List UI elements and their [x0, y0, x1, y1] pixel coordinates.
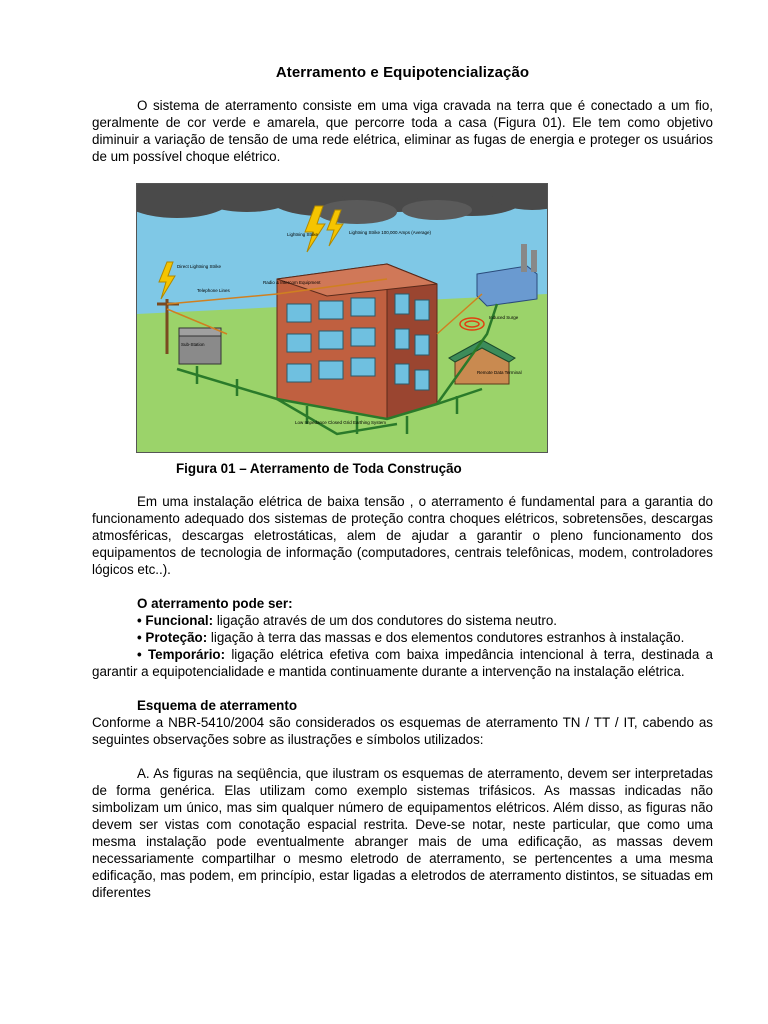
type-funcional-text: ligação através de um dos condutores do sistema neutro. — [213, 613, 557, 628]
paragraph-low-voltage: Em uma instalação elétrica de baixa tensão , o aterramento é fundamental para a garantia do funcionamento adequado dos sistemas de proteção contra choques elétricos, sobretensões, descargas atmosféricas, descargas eletrostáticas, alem de ajudar a garantir o pleno funcionamento dos equipamentos de tecnologia de informação (computadores, centrais telefônicas, modem, controladores lógicos etc..). — [92, 494, 713, 577]
type-protecao-label: • Proteção: — [137, 630, 208, 645]
grounding-illustration — [136, 183, 548, 453]
figure-caption: Figura 01 – Aterramento de Toda Construção — [176, 461, 462, 476]
type-protecao — [92, 629, 713, 646]
type-funcional-label: • Funcional: — [137, 613, 214, 628]
paragraph-a: A. As figuras na seqüência, que ilustram os esquemas de aterramento, devem ser interpretadas de forma genérica. Elas utilizam como exemplo sistemas trifásicos. As massas indicadas não simbolizam um único, mas sim qualquer número de equipamentos elétricos. Além disso, as figuras não devem ser vistas com conotação espacial restrita. Deve-se notar, neste particular, que como uma mesma instalação pode eventualmente abranger mais de uma edificação, as massas devem necessariamente compartilhar o mesmo eletrodo de aterramento, se pertencentes a uma mesma edificação, mas podem, em princípio, estar ligadas a eletrodos de aterramento distintos, se situadas em diferentes — [92, 766, 713, 900]
type-temporario-text: ligação elétrica efetiva com baixa impedância intencional à terra, destinada a garantir a equipotencialidade e mantida continuamente durante a intervenção na instalação elétrica. — [92, 647, 713, 679]
type-temporario — [92, 646, 713, 680]
label-lightning-strike-amps: Lightning Strike 100,000 Amps (Average) — [349, 230, 431, 235]
label-lightning-strike: Lightning Strike — [287, 232, 319, 237]
main-building — [277, 264, 437, 419]
label-induced-surge: Induced Surge — [489, 315, 519, 320]
label-substation: Sub-Station — [181, 342, 205, 347]
type-funcional — [92, 612, 713, 629]
intro-paragraph: O sistema de aterramento consiste em uma viga cravada na terra que é conectado a um fio, geralmente de cor verde e amarela, que percorre toda a casa (Figura 01). Ele tem como objetivo diminuir a variação de tensão de uma rede elétrica, eliminar as fugas de energia e proteger os usuários de um possível choque elétrico. — [92, 98, 713, 164]
type-protecao-text: ligação à terra das massas e dos elementos condutores estranhos à instalação. — [207, 630, 685, 645]
label-radio-intercom: Radio & Intercom Equipment — [263, 280, 321, 285]
document-page — [92, 64, 713, 901]
page-title: Aterramento e Equipotencialização — [275, 64, 530, 81]
label-telephone-lines: Telephone Lines — [197, 288, 230, 293]
esquema-heading: Esquema de aterramento — [137, 698, 298, 713]
label-remote-data: Remote Data Terminal — [477, 370, 522, 375]
types-heading: O aterramento pode ser: — [137, 596, 293, 611]
label-low-impedance: Low Impedance Closed Grid Earthing System — [295, 420, 387, 425]
type-temporario-label: • Temporário: — [137, 647, 226, 662]
label-direct-lightning: Direct Lightning Strike — [177, 264, 222, 269]
esquema-paragraph: Conforme a NBR-5410/2004 são considerados os esquemas de aterramento TN / TT / IT, cabendo as seguintes observações sobre as ilustrações e símbolos utilizados: — [92, 715, 713, 747]
